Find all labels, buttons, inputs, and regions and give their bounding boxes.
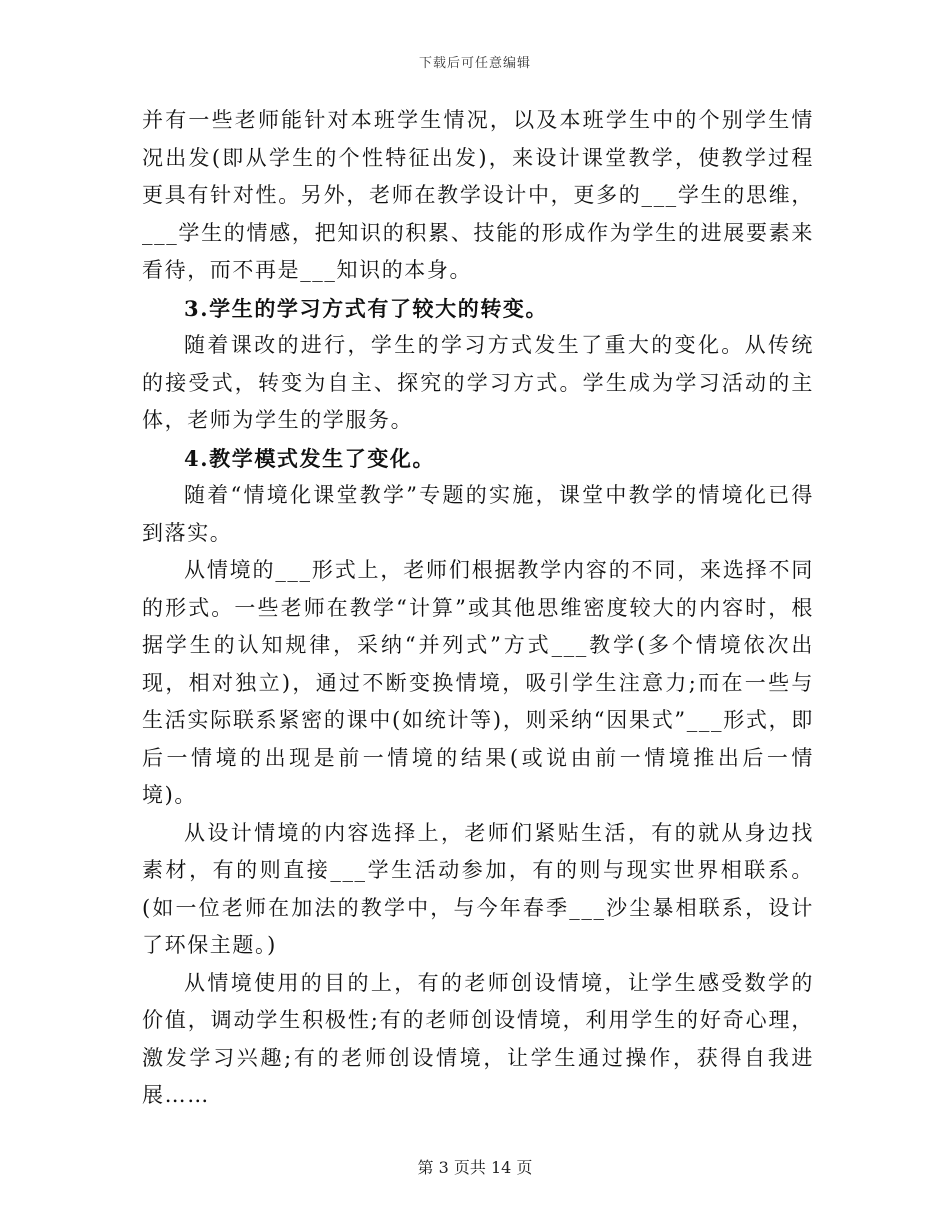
page-number: 第 3 页共 14 页 [417, 1158, 533, 1177]
document-body [142, 102, 814, 1115]
section-heading-4: 4.教学模式发生了变化。 [184, 445, 436, 471]
paragraph-learning-style: 随着课改的进行，学生的学习方式发生了重大的变化。从传统的接受式，转变为自主、探究的学习方式。学生成为学习活动的主体，老师为学生的学服务。 [142, 333, 814, 432]
paragraph-teacher-design: 并有一些老师能针对本班学生情况，以及本班学生中的个别学生情况出发(即从学生的个性特征出发)，来设计课堂教学，使教学过程更具有针对性。另外，老师在教学设计中，更多的___学生的思维，___学生的情感，把知识的积累、技能的形成作为学生的进展要素来看待，而不再是___知识的本身。 [142, 108, 814, 282]
paragraph-situation-form: 从情境的___形式上，老师们根据教学内容的不同，来选择不同的形式。一些老师在教学“计算”或其他思维密度较大的内容时，根据学生的认知规律，采纳“并列式”方式___教学(多个情境依次出现，相对独立)，通过不断变换情境，吸引学生注意力;而在一些与生活实际联系紧密的课中(如统计等)，则采纳“因果式”___形式，即后一情境的出现是前一情境的结果(或说由前一情境推出后一情境)。 [142, 558, 814, 807]
page-header: 下载后可任意编辑 [418, 56, 531, 71]
paragraph-situation-purpose: 从情境使用的目的上，有的老师创设情境，让学生感受数学的价值，调动学生积极性;有的老师创设情境，利用学生的好奇心理，激发学习兴趣;有的老师创设情境，让学生通过操作，获得自我进展…… [142, 970, 814, 1107]
section-heading-3: 3.学生的学习方式有了较大的转变。 [184, 295, 549, 321]
paragraph-situation-content: 从设计情境的内容选择上，老师们紧贴生活，有的就从身边找素材，有的则直接___学生活动参加，有的则与现实世界相联系。(如一位老师在加法的教学中，与今年春季___沙尘暴相联系，设计了环保主题。) [142, 820, 814, 957]
paragraph-situational-teaching: 随着“情境化课堂教学”专题的实施，课堂中教学的情境化已得到落实。 [142, 483, 814, 545]
